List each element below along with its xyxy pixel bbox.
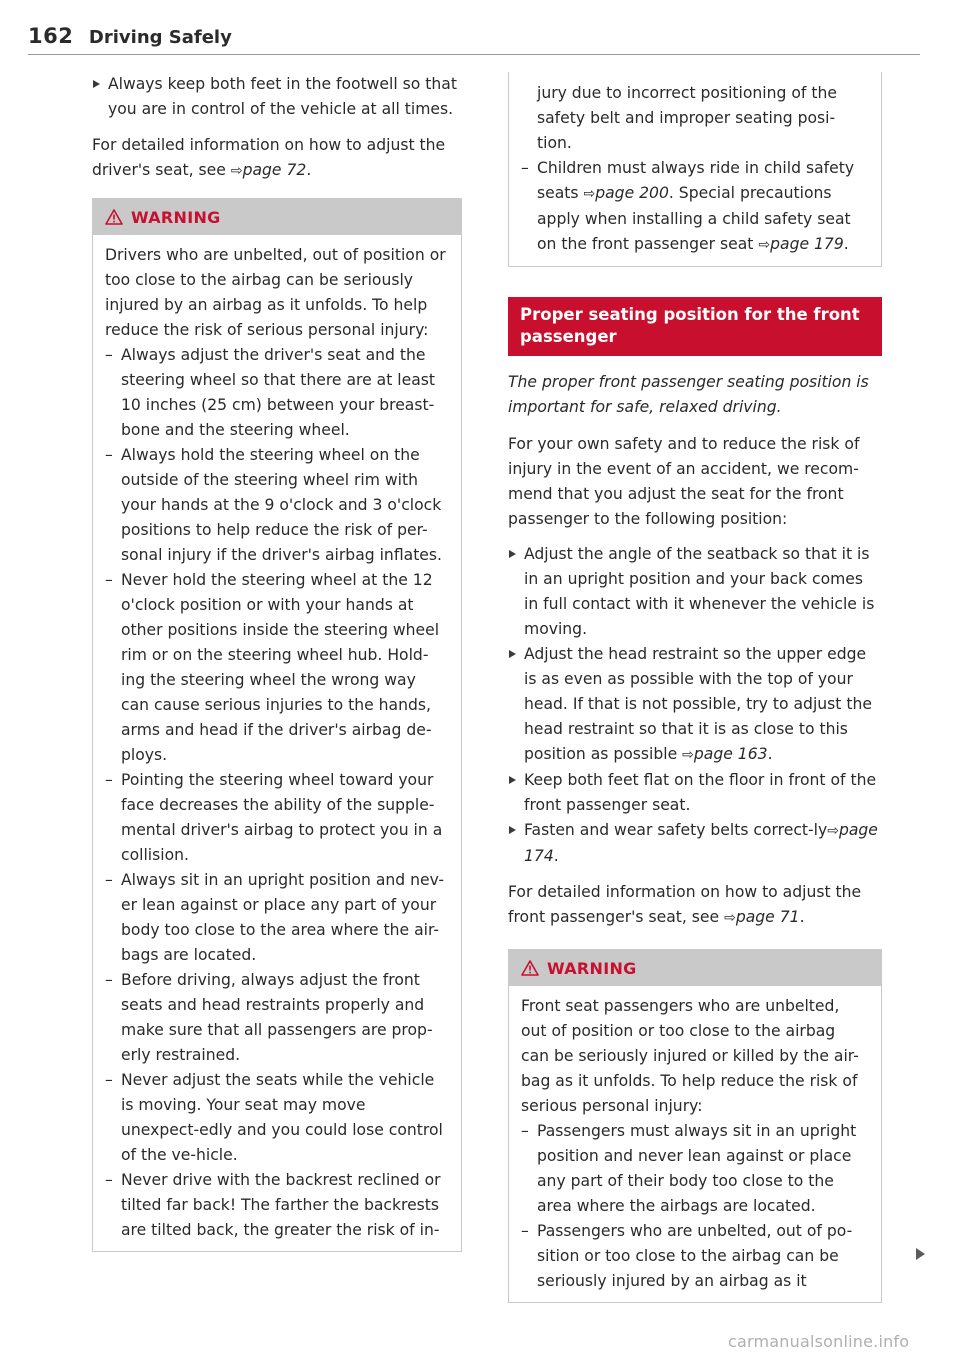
list-item: – Never hold the steering wheel at the 12 o'clock position or with your hands at other positions inside the steering wheel rim or on the steering wheel hub. Hold-ing the steering wheel the wrong way can cause serious injuries to the hands, arms and head if the driver's airbag de-ploys. [105,568,447,768]
warning-continuation-box [508,72,882,267]
intro-bullet-list [92,72,462,122]
list-item: – Children must always ride in child safety seats ⇨page 200. Special precautions apply when installing a child safety seat on the front passenger seat ⇨page 179. [521,156,867,258]
warning-body [93,235,461,1251]
list-item: Always keep both feet in the footwell so that you are in control of the vehicle at all times. [92,72,462,122]
reference-arrow-icon: ⇨ [583,186,596,202]
reference-arrow-icon: ⇨ [682,747,694,763]
driver-seat-detail: For detailed information on how to adjust the driver's seat, see ⇨page 72. [92,136,446,179]
list-item: – Always hold the steering wheel on the outside of the steering wheel rim with your hands at the 9 o'clock and 3 o'clock positions to help reduce the risk of per-sonal injury if the driver's airbag inflates. [105,443,447,568]
list-item: – Never drive with the backrest reclined or tilted far back! The farther the backrests are tilted back, the greater the risk of in- [105,1168,447,1243]
warning-continuation-text: jury due to incorrect positioning of the safety belt and improper seating posi-tion. [537,84,837,152]
warning-intro: Front seat passengers who are unbelted, out of position or too close to the airbag can be seriously injured or killed by the air-bag as it unfolds. To help reduce the risk of serious personal injury: [521,997,859,1115]
warning-body [509,986,881,1302]
warning-intro: Drivers who are unbelted, out of position or too close to the airbag can be seriously injured by an airbag as it unfolds. To help reduce the risk of serious personal injury: [105,246,446,339]
page-number: 162 [28,24,74,48]
list-item: – Pointing the steering wheel toward your face decreases the ability of the supple-mental driver's airbag to protect you in a collision. [105,768,447,868]
list-item: – Always sit in an upright position and nev-er lean against or place any part of your body too close to the area where the air-bags are located. [105,868,447,968]
page-reference-link[interactable]: ⇨page 71 [724,908,800,926]
list-item: Fasten and wear safety belts correct-ly⇨page 174. [508,818,882,869]
list-item: Adjust the head restraint so the upper edge is as even as possible with the top of your head. If that is not possible, try to adjust the head restraint so that it is as close to this position as possible ⇨page 163. [508,642,882,768]
passenger-seat-detail: For detailed information on how to adjust the front passenger's seat, see ⇨page 71. [508,883,862,926]
warning-title: WARNING [131,207,221,227]
list-item: – Before driving, always adjust the front seats and head restraints properly and make sure that all passengers are prop-erly restrained. [105,968,447,1068]
list-item: – Always adjust the driver's seat and the steering wheel so that there are at least 10 inches (25 cm) between your breast-bone and the steering wheel. [105,343,447,443]
left-column [92,72,462,1252]
section-title: Driving Safely [88,27,232,48]
page-reference-link[interactable]: ⇨page 200 [583,184,669,202]
warning-list [105,343,447,1243]
section-body: For your own safety and to reduce the risk of injury in the event of an accident, we recom-mend that you adjust the seat for the front passenger to the following position: [508,435,860,528]
page-reference-link[interactable]: ⇨page 174 [524,821,878,865]
warning-body [509,72,881,266]
reference-arrow-icon: ⇨ [758,237,771,253]
warning-header [93,199,461,235]
instruction-list [508,542,882,869]
continue-arrow-icon [916,1248,925,1260]
right-column [508,72,882,1303]
list-item: Adjust the angle of the seatback so that it is in an upright position and your back comes in full contact with it whenever the vehicle is moving. [508,542,882,642]
page-reference-link[interactable]: ⇨page 179 [758,235,844,253]
warning-list [521,1119,867,1294]
list-item: Keep both feet flat on the floor in front of the front passenger seat. [508,768,882,818]
reference-arrow-icon: ⇨ [827,823,839,839]
watermark: carmanualsonline.info [728,1332,910,1351]
page-reference-link[interactable]: ⇨page 72 [230,161,307,179]
warning-title: WARNING [547,958,637,978]
warning-list [521,156,867,258]
section-heading: Proper seating position for the front passenger [508,297,882,356]
section-lead: The proper front passenger seating position is important for safe, relaxed driving. [508,373,869,416]
page-reference-link[interactable]: ⇨page 163 [682,745,768,763]
reference-arrow-icon: ⇨ [724,910,736,926]
warning-header [509,950,881,986]
driver-warning-box [92,198,462,1252]
passenger-warning-box [508,949,882,1303]
list-item: – Passengers must always sit in an upright position and never lean against or place any part of their body too close to the area where the airbags are located. [521,1119,867,1219]
warning-triangle-icon [521,960,539,976]
page-header [28,24,920,55]
reference-arrow-icon: ⇨ [230,163,243,179]
list-item: – Never adjust the seats while the vehicle is moving. Your seat may move unexpect-edly and you could lose control of the ve-hicle. [105,1068,447,1168]
warning-triangle-icon [105,209,123,225]
list-item: – Passengers who are unbelted, out of po-sition or too close to the airbag can be seriously injured by an airbag as it [521,1219,867,1294]
